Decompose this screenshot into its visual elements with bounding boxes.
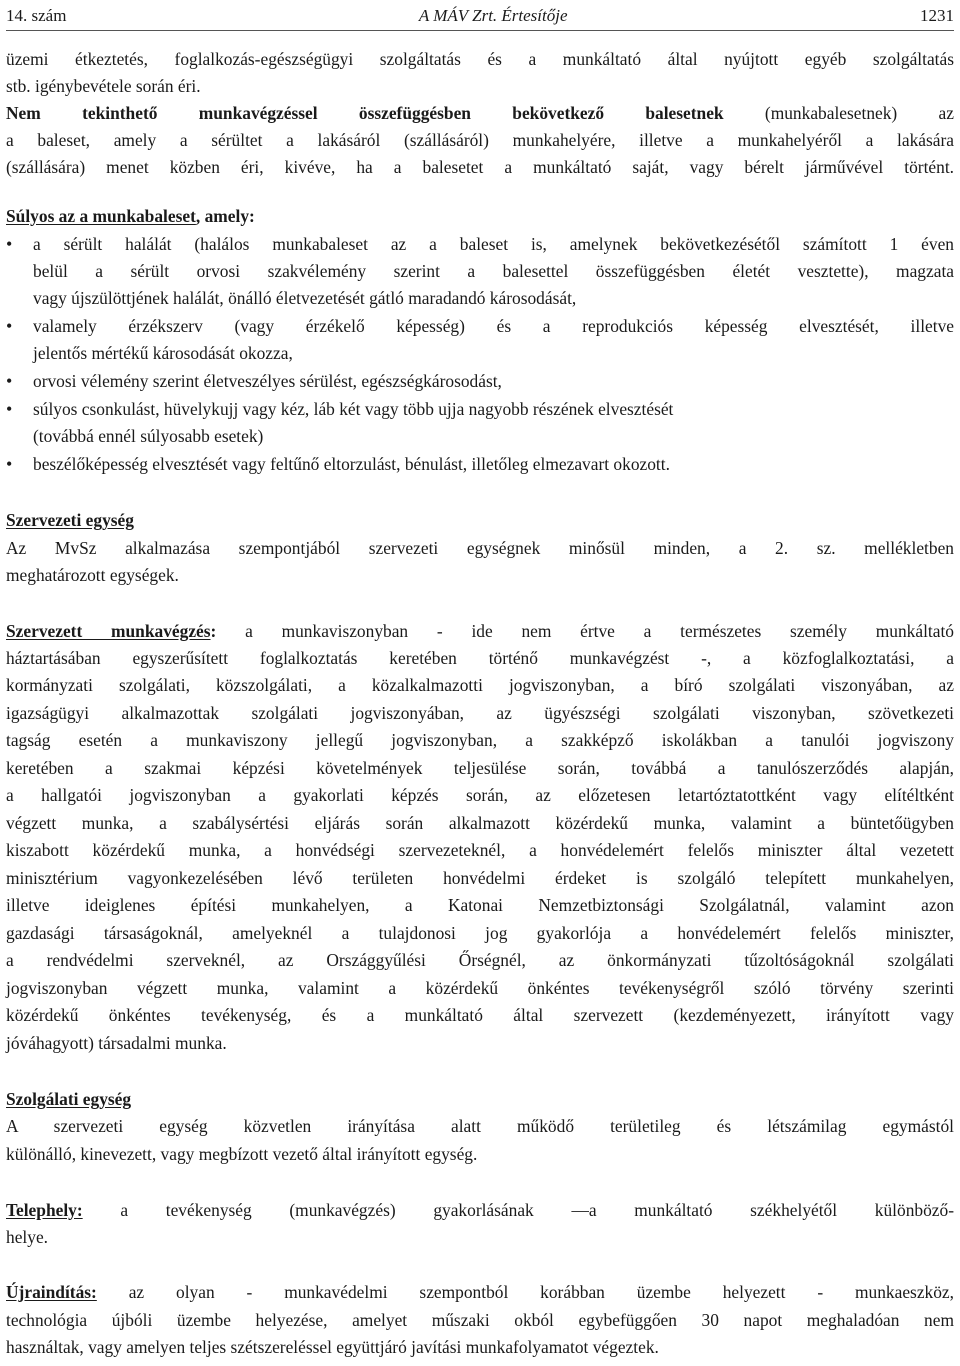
bullet-item: (továbbá ennél súlyosabb esetek) bbox=[33, 426, 264, 446]
section-heading-szolgalati-egyseg bbox=[6, 1086, 954, 1113]
bullet-item: valamely érzékszerv (vagy érzékelő képesség) és a reprodukciós képesség elvesztését, illetve bbox=[33, 316, 954, 336]
intro-line: (szállására) menet közben éri, kivéve, ha a balesetet a munkáltató saját, vagy bérelt járművével történt. bbox=[6, 157, 954, 177]
paragraph-line: végzett munka, a szabálysértési eljárás során alkalmazott közérdekű munka, valamint a büntetőügyben bbox=[6, 813, 954, 833]
heading-text: Újraindítás: bbox=[6, 1282, 97, 1302]
issue-number: 14. szám bbox=[6, 6, 67, 25]
bullet-item: a sérült halálát (halálos munkabaleset az a baleset is, amelynek bekövetkezésétől számított 1 éven bbox=[33, 234, 954, 254]
paragraph-line: háztartásában egyszerűsített foglalkoztatás keretében történő munkavégzést -, a közfoglalkoztatási, a bbox=[6, 648, 954, 668]
intro-text: (munkabalesetnek) az bbox=[723, 103, 954, 123]
section-heading-telephely bbox=[6, 1197, 954, 1224]
heading-text: Szervezett munkavégzés bbox=[6, 621, 211, 641]
paragraph-line: meghatározott egységek. bbox=[6, 565, 179, 585]
paragraph-line: minisztérium vagyonkezelésében lévő területen honvédelmi érdeket is szolgáló telepített munkahelyen, bbox=[6, 868, 954, 888]
paragraph-line: keretében a szakmai képzési követelmények teljesülése során, továbbá a tanulószerződés alapján, bbox=[6, 758, 954, 778]
bullet-item: orvosi vélemény szerint életveszélyes sérülést, egészségkárosodást, bbox=[33, 371, 502, 391]
section-heading-sulyos bbox=[6, 203, 954, 230]
running-header bbox=[6, 4, 954, 28]
bullet-item: beszélőképesség elvesztését vagy feltűnő eltorzulást, bénulást, illetőleg elmezavart okozott. bbox=[33, 454, 670, 474]
intro-line: a baleset, amely a sérültet a lakásáról (szállásáról) munkahelyére, illetve a munkahelyéről a lakására bbox=[6, 130, 954, 150]
bullet-item: jelentős mértékű károsodását okozza, bbox=[33, 343, 293, 363]
intro-line: stb. igénybevétele során éri. bbox=[6, 76, 201, 96]
paragraph-line: jogviszonyban végzett munka, valamint a közérdekű önkéntes tevékenységről szóló törvény szerinti bbox=[6, 978, 954, 998]
paragraph-line: kiszabott közérdekű munka, a honvédségi szervezeteknél, a honvédelemért felelős miniszter által vezetett bbox=[6, 840, 954, 860]
paragraph-line: gazdasági társaságoknál, amelyeknél a tulajdonosi jog gyakorlója a honvédelemért felelős miniszter, bbox=[6, 923, 954, 943]
paragraph-line: Az MvSz alkalmazása szempontjából szervezeti egységnek minősül minden, a 2. sz. mellékletben bbox=[6, 538, 954, 558]
paragraph-line: tagság esetén a munkaviszony jellegű jogviszonyban, a szakképző iskolákban a tanulói jogviszony bbox=[6, 730, 954, 750]
journal-title: A MÁV Zrt. Értesítője bbox=[418, 6, 568, 25]
paragraph-text: az olyan - munkavédelmi szempontból korábban üzembe helyezett - munkaeszköz, bbox=[96, 1282, 954, 1302]
heading-suffix: , amely: bbox=[195, 206, 255, 226]
page-number: 1231 bbox=[920, 6, 954, 25]
non-accident-definition: Nem tekinthető munkavégzéssel összefüggésben bekövetkező balesetnek bbox=[6, 103, 724, 123]
bullet-item: súlyos csonkulást, hüvelykujj vagy kéz, láb két vagy több ujja nagyobb részének elvesztését bbox=[33, 399, 674, 419]
paragraph-line: a rendvédelmi szerveknél, az Országgyűlési Őrségnél, az önkormányzati tűzoltóságoknál szolgálati bbox=[6, 950, 954, 970]
paragraph-line: használtak, vagy amelyen teljes szétszereléssel együttjáró javítási munkafolyamatot végeztek. bbox=[6, 1337, 659, 1357]
bullet-marker: • bbox=[6, 234, 13, 254]
heading-text: Telephely: bbox=[6, 1200, 83, 1220]
bullet-marker: • bbox=[6, 454, 13, 474]
heading-text: Szolgálati egység bbox=[6, 1089, 132, 1109]
heading-colon: : bbox=[210, 621, 217, 641]
bullet-marker: • bbox=[6, 399, 13, 419]
header-rule bbox=[6, 30, 954, 31]
section-heading-szervezeti-egyseg bbox=[6, 507, 954, 534]
heading-text: Szervezeti egység bbox=[6, 510, 134, 530]
paragraph-text: a tevékenység (munkavégzés) gyakorlásának —a munkáltató székhelyétől különböző- bbox=[82, 1200, 954, 1220]
paragraph-line: technológia újbóli üzembe helyezése, amelyet műszaki okból egybefüggően 30 napot meghaladóan nem bbox=[6, 1310, 954, 1330]
bullet-item: vagy újszülöttjének halálát, önálló életvezetését gátló maradandó károsodását, bbox=[33, 288, 577, 308]
section-heading-szervezett-munkavegzes bbox=[6, 618, 954, 645]
bullet-marker: • bbox=[6, 371, 13, 391]
paragraph-line: kormányzati szolgálati, közszolgálati, a közalkalmazotti jogviszonyban, a bíró szolgálati viszonyában, az bbox=[6, 675, 954, 695]
heading-text: Súlyos az a munkabaleset bbox=[6, 206, 196, 226]
paragraph-line: közérdekű önkéntes tevékenység, és a munkáltató által szervezett (kezdeményezett, irányított vagy bbox=[6, 1005, 954, 1025]
intro-line bbox=[6, 100, 954, 127]
intro-line: üzemi étkeztetés, foglalkozás-egészségügyi szolgáltatás és a munkáltató által nyújtott egyéb szolgáltatás bbox=[6, 49, 954, 69]
paragraph-text: a munkaviszonyban - ide nem értve a természetes személy munkáltató bbox=[216, 621, 954, 641]
paragraph-line: jóváhagyott) társadalmi munka. bbox=[6, 1033, 227, 1053]
paragraph-line: igazságügyi alkalmazottak szolgálati jogviszonyában, az ügyészségi szolgálati viszonyban, szövetkezeti bbox=[6, 703, 954, 723]
paragraph-line: különálló, kinevezett, vagy megbízott vezető által irányított egység. bbox=[6, 1144, 478, 1164]
bullet-marker: • bbox=[6, 316, 13, 336]
bullet-item: belül a sérült orvosi szakvélemény szerint a balesettel összefüggésben életét vesztette), magzata bbox=[33, 261, 954, 281]
paragraph-line: a hallgatói jogviszonyban a gyakorlati képzés során, az előzetesen letartóztatottként vagy elítéltként bbox=[6, 785, 954, 805]
paragraph-line: illetve ideiglenes építési munkahelyen, a Katonai Nemzetbiztonsági Szolgálatnál, valamint azon bbox=[6, 895, 954, 915]
paragraph-line: A szervezeti egység közvetlen irányítása alatt működő területileg és létszámilag egymástól bbox=[6, 1116, 954, 1136]
section-heading-ujrainditas bbox=[6, 1279, 954, 1306]
paragraph-line: helye. bbox=[6, 1227, 49, 1247]
